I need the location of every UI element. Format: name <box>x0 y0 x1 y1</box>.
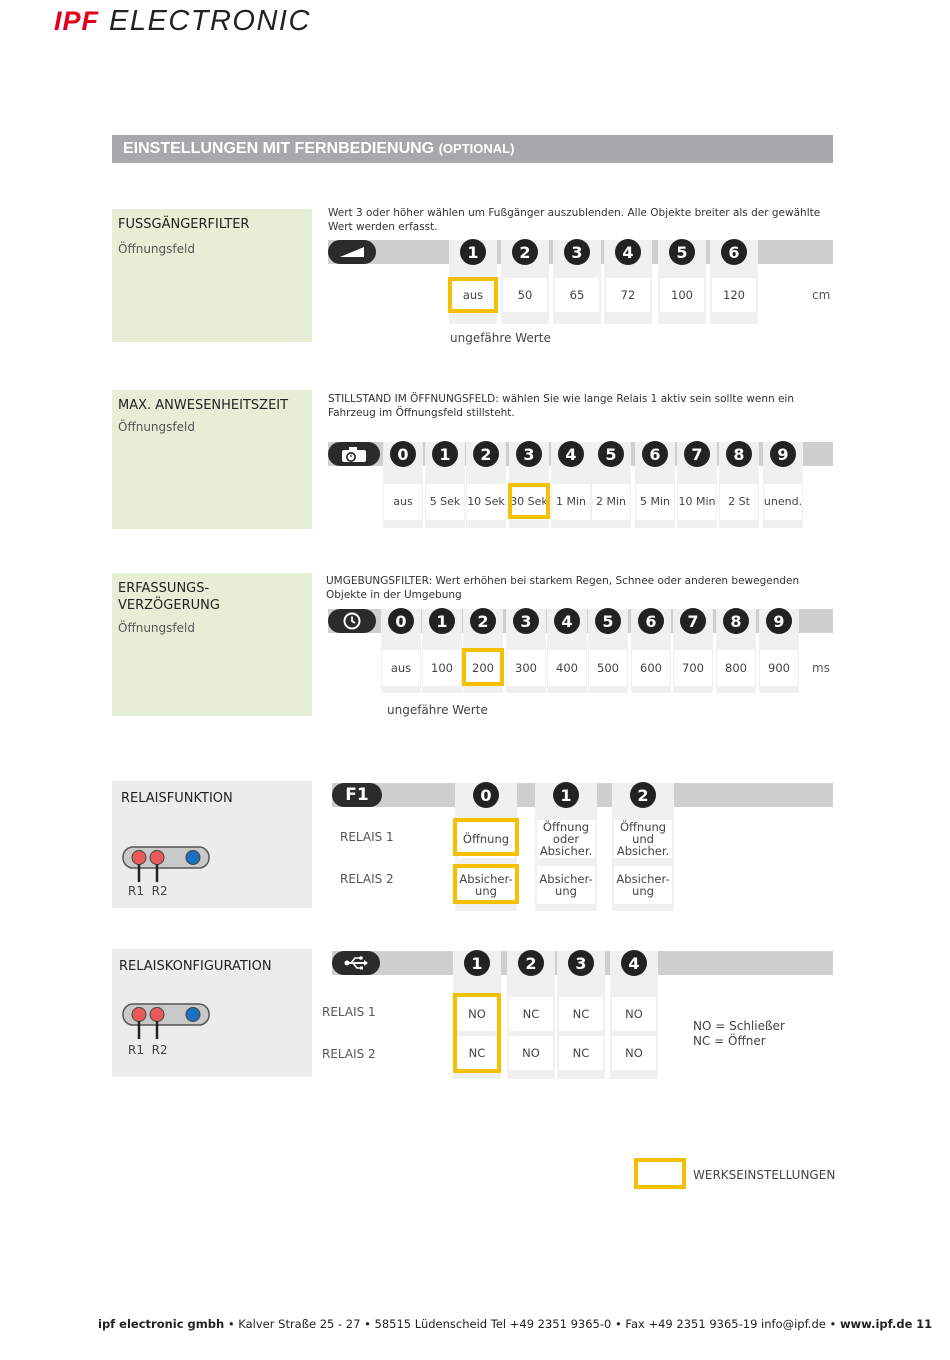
relay-config-option-cell[interactable]: NC <box>559 997 603 1031</box>
relay-config-option-cell[interactable]: NO <box>509 1036 553 1070</box>
detection-delay-option-cell[interactable]: 200 <box>464 650 502 686</box>
presence-time-default-highlight <box>508 483 550 519</box>
detection-delay-number-badge: 4 <box>554 608 580 634</box>
pedestrian-filter-note: ungefähre Werte <box>450 331 551 345</box>
relay-config-option-cell[interactable]: NO <box>612 1036 656 1070</box>
presence-time-number-badge: 4 <box>558 441 584 467</box>
relay-config-option-cell[interactable]: NO <box>455 997 499 1031</box>
detection-delay-number-badge: 8 <box>723 608 749 634</box>
logo-rest: ELECTRONIC <box>109 5 311 37</box>
pedestrian-filter-unit: cm <box>812 288 831 302</box>
detection-delay-subtitle: Öffnungsfeld <box>118 621 195 635</box>
presence-time-option-cell[interactable]: 1 Min <box>552 484 590 520</box>
pedestrian-filter-box <box>112 209 312 342</box>
detection-delay-option-cell[interactable]: 800 <box>717 650 755 686</box>
pedestrian-filter-option-cell[interactable]: 100 <box>660 278 704 312</box>
relay-config-option-cell[interactable]: NC <box>509 997 553 1031</box>
presence-time-option-cell[interactable]: unend. <box>764 484 802 520</box>
detection-delay-description: UMGEBUNGSFILTER: Wert erhöhen bei starkem Regen, Schnee oder anderen bewegenden Objekte in der Umgebung <box>326 575 800 601</box>
page-footer <box>98 1317 932 1331</box>
presence-time-option-cell[interactable]: 5 Sek <box>426 484 464 520</box>
presence-time-number-badge: 9 <box>770 441 796 467</box>
pedestrian-filter-option-cell[interactable]: 65 <box>555 278 599 312</box>
relay-function-number-badge: 0 <box>473 782 499 808</box>
footer-page-number: 11 <box>916 1317 933 1331</box>
logo-bold: IPF <box>54 6 100 36</box>
pedestrian-filter-option-cell[interactable]: 120 <box>712 278 756 312</box>
detection-delay-number-badge: 7 <box>680 608 706 634</box>
section-title: EINSTELLUNGEN MIT FERNBEDIENUNG <box>123 140 435 157</box>
presence-time-option-cell[interactable]: aus <box>384 484 422 520</box>
presence-time-option-cell[interactable]: 30 Sek <box>510 484 548 520</box>
detection-delay-number-badge: 5 <box>595 608 621 634</box>
detection-delay-option-cell[interactable]: 100 <box>423 650 461 686</box>
presence-time-number-badge: 3 <box>516 441 542 467</box>
presence-time-number-badge: 1 <box>432 441 458 467</box>
detection-delay-note: ungefähre Werte <box>387 703 488 717</box>
section-optional: (OPTIONAL) <box>438 141 515 156</box>
relay-config-option-cell[interactable]: NC <box>455 1036 499 1070</box>
presence-time-number-badge: 7 <box>684 441 710 467</box>
footer-website: www.ipf.de <box>839 1317 913 1331</box>
pedestrian-filter-number-badge: 5 <box>669 239 695 265</box>
relay-function-option-cell[interactable]: Öffnung und Absicher. <box>614 820 672 858</box>
clock-icon <box>328 609 376 633</box>
detection-delay-number-badge: 9 <box>766 608 792 634</box>
presence-time-number-badge: 2 <box>473 441 499 467</box>
presence-time-option-cell[interactable]: 2 St <box>720 484 758 520</box>
relay-function-default-highlight <box>453 864 519 904</box>
footer-company: ipf electronic gmbh <box>98 1317 225 1331</box>
detection-delay-option-cell[interactable]: 700 <box>674 650 712 686</box>
relay-config-legend-no: NO = Schließer <box>693 1019 785 1033</box>
pedestrian-filter-default-highlight <box>448 277 498 313</box>
presence-time-option-cell[interactable]: 10 Min <box>678 484 716 520</box>
relay-function-option-cell[interactable]: Absicher-ung <box>614 866 672 904</box>
detection-delay-number-badge: 6 <box>638 608 664 634</box>
pedestrian-filter-number-badge: 2 <box>512 239 538 265</box>
usb-icon <box>332 951 380 975</box>
relay-config-option-cell[interactable]: NO <box>612 997 656 1031</box>
presence-time-number-badge: 0 <box>390 441 416 467</box>
detection-delay-number-badge: 1 <box>429 608 455 634</box>
detection-delay-number-badge: 2 <box>470 608 496 634</box>
detection-delay-number-badge: 3 <box>513 608 539 634</box>
detection-delay-title-2: VERZÖGERUNG <box>118 598 220 613</box>
relay-function-row-label-1: RELAIS 1 <box>340 830 394 844</box>
relay-function-option-cell[interactable]: Öffnung <box>457 820 515 858</box>
f1-badge: F1 <box>332 783 382 807</box>
detection-delay-option-cell[interactable]: 500 <box>589 650 627 686</box>
factory-default-label: WERKSEINSTELLUNGEN <box>693 1168 836 1182</box>
presence-time-box <box>112 390 312 529</box>
relay-function-number-badge: 2 <box>630 782 656 808</box>
detection-delay-option-cell[interactable]: 600 <box>632 650 670 686</box>
pedestrian-filter-number-badge: 3 <box>564 239 590 265</box>
presence-time-number-badge: 8 <box>726 441 752 467</box>
detection-delay-default-highlight <box>462 648 504 686</box>
pedestrian-filter-option-cell[interactable]: aus <box>451 278 495 312</box>
detection-delay-option-cell[interactable]: 400 <box>548 650 586 686</box>
relay-function-box <box>112 781 312 908</box>
relay-config-default-highlight <box>453 993 501 1073</box>
detection-delay-unit: ms <box>812 661 830 675</box>
detection-delay-option-cell[interactable]: 300 <box>507 650 545 686</box>
company-logo <box>54 5 311 39</box>
relay-function-option-cell[interactable]: Absicher-ung <box>457 866 515 904</box>
relay-connector-labels: R1 R2 <box>128 884 168 898</box>
detection-delay-title-1: ERFASSUNGS- <box>118 581 210 596</box>
pedestrian-filter-number-badge: 1 <box>460 239 486 265</box>
pedestrian-filter-option-cell[interactable]: 72 <box>606 278 650 312</box>
presence-time-option-cell[interactable]: 10 Sek <box>467 484 505 520</box>
relay-function-option-cell[interactable]: Absicher-ung <box>537 866 595 904</box>
footer-address: • Kalver Straße 25 - 27 • 58515 Lüdenscheid Tel +49 2351 9365-0 • Fax +49 2351 9365-19 info@ipf.de • <box>224 1317 840 1331</box>
pedestrian-filter-number-badge: 6 <box>721 239 747 265</box>
presence-time-title: MAX. ANWESENHEITSZEIT <box>118 398 289 413</box>
pedestrian-filter-description: Wert 3 oder höher wählen um Fußgänger auszublenden. Alle Objekte breiter als der gewählte Wert werden erfasst. <box>328 207 821 233</box>
ramp-icon <box>328 240 376 264</box>
relay-config-number-badge: 4 <box>621 950 647 976</box>
relay-config-box <box>112 949 312 1077</box>
relay-function-default-highlight <box>453 818 519 856</box>
relay-config-title: RELAISKONFIGURATION <box>119 959 272 974</box>
presence-time-description: STILLSTAND IM ÖFFNUNGSFELD: wählen Sie wie lange Relais 1 aktiv sein sollte wenn ein Fahrzeug im Öffnungsfeld stillsteht. <box>328 393 795 419</box>
section-header <box>112 135 833 163</box>
relay-function-title: RELAISFUNKTION <box>121 791 233 806</box>
detection-delay-box <box>112 573 312 716</box>
relay-config-connector-labels: R1 R2 <box>128 1043 168 1057</box>
pedestrian-filter-title: FUSSGÄNGERFILTER <box>118 217 250 232</box>
relay-function-row-label-2: RELAIS 2 <box>340 872 394 886</box>
pedestrian-filter-option-cell[interactable]: 50 <box>503 278 547 312</box>
detection-delay-option-cell[interactable]: aus <box>382 650 420 686</box>
pedestrian-filter-subtitle: Öffnungsfeld <box>118 242 195 256</box>
presence-time-number-badge: 5 <box>598 441 624 467</box>
presence-time-number-badge: 6 <box>642 441 668 467</box>
relay-config-number-badge: 1 <box>464 950 490 976</box>
relay-config-legend-nc: NC = Öffner <box>693 1034 766 1048</box>
relay-config-number-badge: 2 <box>518 950 544 976</box>
detection-delay-number-badge: 0 <box>388 608 414 634</box>
detection-delay-option-cell[interactable]: 900 <box>760 650 798 686</box>
factory-default-swatch <box>634 1158 686 1189</box>
relay-config-row-label-2: RELAIS 2 <box>322 1047 376 1061</box>
camera-timer-icon <box>328 442 380 466</box>
relay-config-number-badge: 3 <box>568 950 594 976</box>
relay-function-number-badge: 1 <box>553 782 579 808</box>
presence-time-option-cell[interactable]: 2 Min <box>592 484 630 520</box>
pedestrian-filter-number-badge: 4 <box>615 239 641 265</box>
presence-time-subtitle: Öffnungsfeld <box>118 420 195 434</box>
relay-function-option-cell[interactable]: Öffnung oder Absicher. <box>537 820 595 858</box>
relay-config-row-label-1: RELAIS 1 <box>322 1005 376 1019</box>
relay-config-option-cell[interactable]: NC <box>559 1036 603 1070</box>
presence-time-option-cell[interactable]: 5 Min <box>636 484 674 520</box>
